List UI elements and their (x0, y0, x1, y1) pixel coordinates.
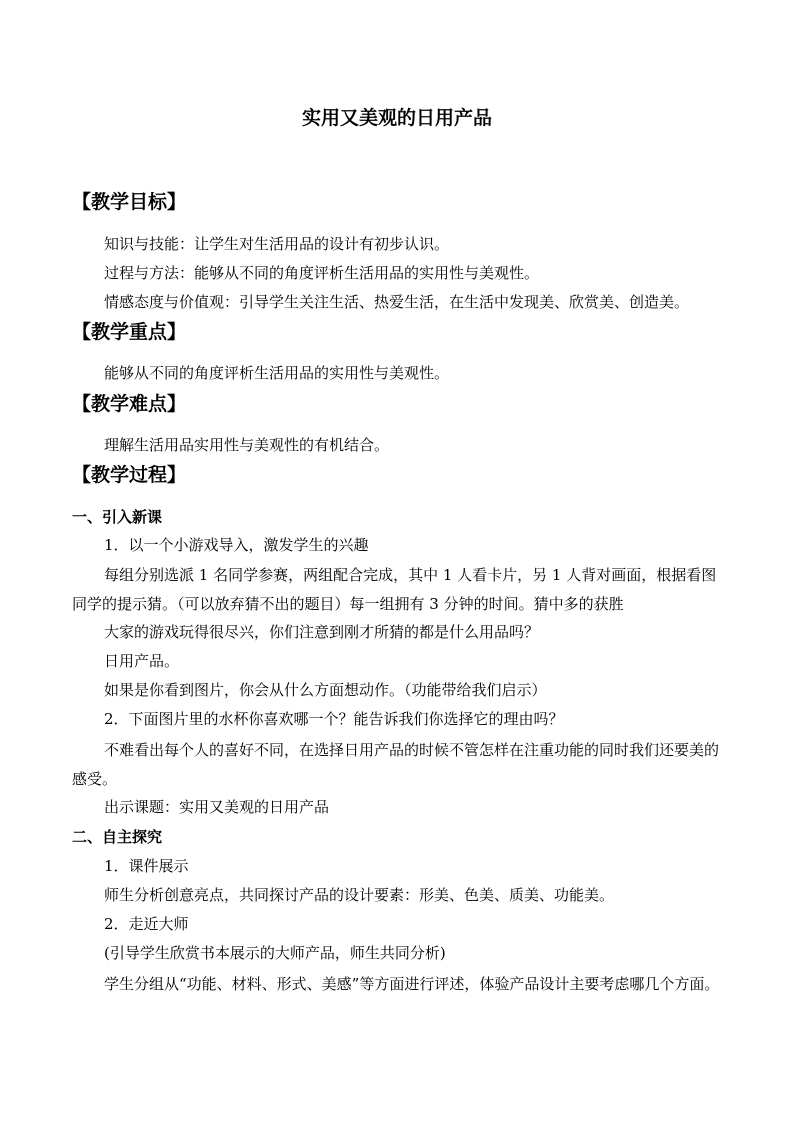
intro-line-4: 日用产品。 (104, 652, 180, 670)
intro-line-5: 如果是你看到图片，你会从什么方面想动作。（功能带给我们启示） (104, 681, 547, 699)
section-heading-process: 【教学过程】 (72, 464, 187, 486)
key-point-line-1: 能够从不同的角度评析生活用品的实用性与美观性。 (104, 364, 450, 382)
intro-line-3: 大家的游戏玩得很尽兴，你们注意到刚才所猜的都是什么用品吗？ (104, 623, 540, 641)
part-heading-explore: 二、自主探究 (72, 828, 163, 846)
intro-line-1: 1．以一个小游戏导入，激发学生的兴趣 (104, 536, 369, 554)
intro-paragraph-7: 不难看出每个人的喜好不同，在选择日用产品的时候不管怎样在注重功能的同时我们还要美的感受。 (72, 741, 720, 788)
section-heading-key-points: 【教学重点】 (72, 321, 187, 343)
explore-line-4: (引导学生欣赏书本展示的大师产品，师生共同分析) (104, 944, 446, 962)
explore-line-3: 2．走近大师 (104, 915, 189, 933)
intro-line-6: 2．下面图片里的水杯你喜欢哪一个？能告诉我们你选择它的理由吗？ (104, 710, 564, 728)
page-title: 实用又美观的日用产品 (301, 107, 492, 129)
goal-line-3: 情感态度与价值观：引导学生关注生活、热爱生活，在生活中发现美、欣赏美、创造美。 (104, 293, 690, 311)
part-heading-intro: 一、引入新课 (72, 508, 163, 526)
intro-line-8: 出示课题：实用又美观的日用产品 (104, 798, 330, 816)
goal-line-1: 知识与技能：让学生对生活用品的设计有初步认识。 (104, 235, 450, 253)
explore-line-1: 1．课件展示 (104, 857, 189, 875)
difficulty-line-1: 理解生活用品实用性与美观性的有机结合。 (104, 436, 390, 454)
section-heading-difficulties: 【教学难点】 (72, 393, 187, 415)
goal-line-2: 过程与方法：能够从不同的角度评析生活用品的实用性与美观性。 (104, 264, 540, 282)
explore-line-2: 师生分析创意亮点，共同探讨产品的设计要素：形美、色美、质美、功能美。 (104, 886, 615, 904)
explore-paragraph-5: 学生分组从“功能、材料、形式、美感”等方面进行评述，体验产品设计主要考虑哪几个方面。 (104, 975, 720, 993)
intro-paragraph-2: 每组分别选派 1 名同学参赛，两组配合完成，其中 1 人看卡片，另 1 人背对画面，根据看图同学的提示猜。（可以放弃猜不出的题目）每一组拥有 3 分钟的时间。猜中多的获胜 (72, 566, 717, 613)
section-heading-goals: 【教学目标】 (72, 191, 187, 213)
